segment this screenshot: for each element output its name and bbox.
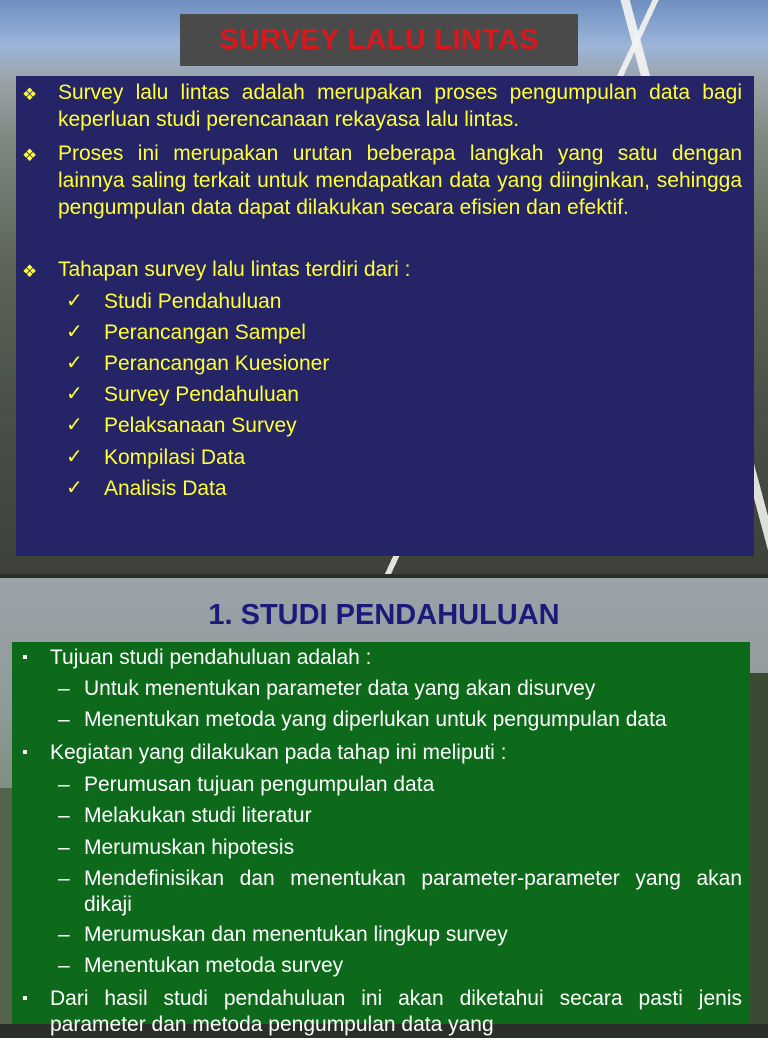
dash-icon: – — [58, 923, 70, 946]
check-icon: ✓ — [66, 414, 83, 436]
list-item: ✓ Studi Pendahuluan — [66, 290, 282, 313]
list-item: ✓ Kompilasi Data — [66, 446, 246, 469]
bullet-text: Tahapan survey lalu lintas terdiri dari : — [58, 258, 411, 281]
check-icon: ✓ — [66, 352, 83, 374]
slide-title: SURVEY LALU LINTAS — [219, 24, 539, 56]
dash-icon: – — [58, 804, 70, 827]
list-item: ✓ Perancangan Kuesioner — [66, 352, 330, 375]
list-item: – Menentukan metoda survey — [58, 954, 344, 977]
square-bullet-icon: ▪ — [22, 990, 28, 1007]
list-item: – Merumuskan dan menentukan lingkup survey — [58, 923, 508, 946]
bullet-process — [22, 140, 742, 221]
bullet-stages — [22, 256, 742, 283]
diamond-bullet-icon: ❖ — [22, 146, 38, 165]
bullet-text: Survey lalu lintas adalah merupakan proses pengumpulan data bagi keperluan studi perencanaan rekayasa lalu lintas. — [58, 81, 742, 131]
list-item: – Merumuskan hipotesis — [58, 836, 295, 859]
list-item: – Menentukan metoda yang diperlukan untuk pengumpulan data — [58, 708, 667, 731]
list-item: ✓ Perancangan Sampel — [66, 321, 306, 344]
list-item: – Perumusan tujuan pengumpulan data — [58, 773, 435, 796]
bullet-definition — [22, 79, 742, 133]
slide-studi-pendahuluan — [0, 578, 768, 1036]
list-item: – Mendefinisikan dan menentukan parameter-parameter yang akan dikaji — [58, 867, 742, 916]
diamond-bullet-icon: ❖ — [22, 262, 38, 281]
dash-icon: – — [58, 836, 70, 859]
list-item: – Melakukan studi literatur — [58, 804, 312, 827]
list-item: – Untuk menentukan parameter data yang akan disurvey — [58, 677, 596, 700]
bullet-activities: ▪ Kegiatan yang dilakukan pada tahap ini meliputi : — [22, 741, 507, 764]
dash-icon: – — [58, 954, 70, 977]
square-bullet-icon: ▪ — [22, 649, 28, 666]
diamond-bullet-icon: ❖ — [22, 85, 38, 104]
dash-icon: – — [58, 677, 70, 700]
bullet-text: Proses ini merupakan urutan beberapa langkah yang satu dengan lainnya saling terkait untuk mendapatkan data yang diinginkan, sehingga pengumpulan data dapat dilakukan secara efisien dan efektif. — [58, 142, 742, 219]
square-bullet-icon: ▪ — [22, 744, 28, 761]
slide-title: 1. STUDI PENDAHULUAN — [208, 599, 560, 631]
dash-icon: – — [58, 773, 70, 796]
bullet-purpose: ▪ Tujuan studi pendahuluan adalah : — [22, 646, 372, 669]
list-item: ✓ Survey Pendahuluan — [66, 383, 299, 406]
list-item: ✓ Pelaksanaan Survey — [66, 414, 297, 437]
check-icon: ✓ — [66, 477, 83, 499]
check-icon: ✓ — [66, 321, 83, 343]
background-trees — [750, 673, 768, 1024]
check-icon: ✓ — [66, 290, 83, 312]
dash-icon: – — [58, 867, 70, 890]
dash-icon: – — [58, 708, 70, 731]
bullet-results: ▪ Dari hasil studi pendahuluan ini akan diketahui secara pasti jenis parameter dan metoda pengumpulan data yang — [22, 987, 742, 1036]
list-item: ✓ Analisis Data — [66, 477, 227, 500]
check-icon: ✓ — [66, 446, 83, 468]
check-icon: ✓ — [66, 383, 83, 405]
